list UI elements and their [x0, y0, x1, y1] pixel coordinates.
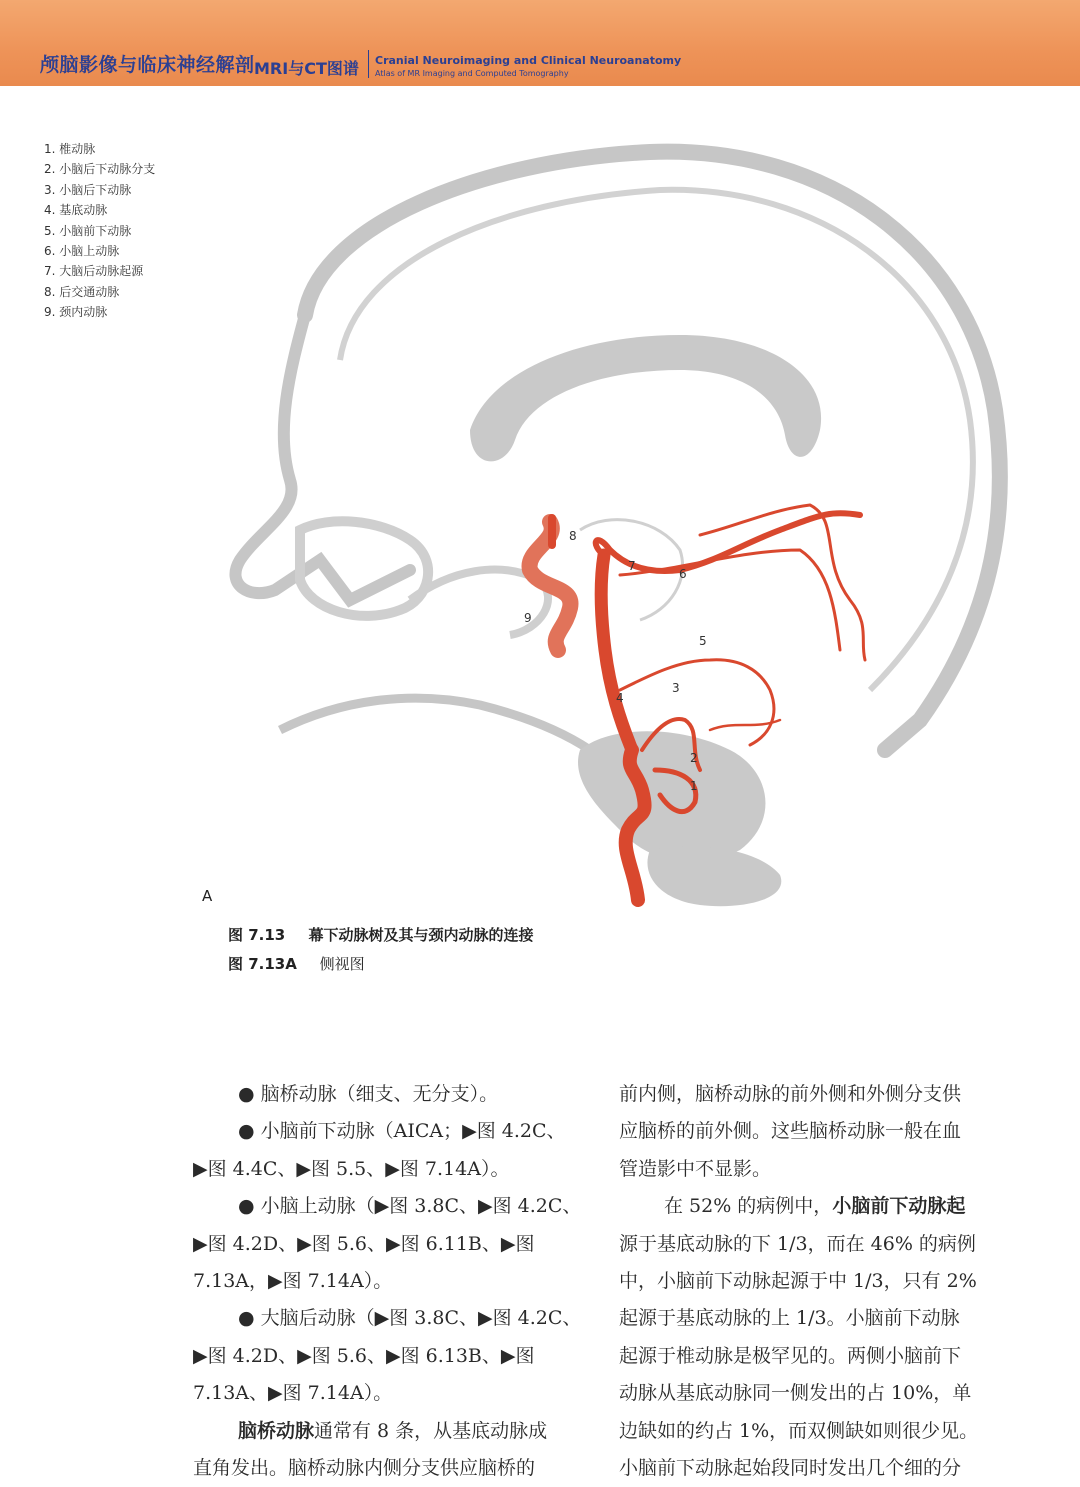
legend-item: 4. 基底动脉 [44, 203, 108, 218]
text-line: 动脉从基底动脉同一侧发出的占 10%，单 [619, 1382, 972, 1405]
text-line: 起源于椎动脉是极罕见的。两侧小脑前下 [619, 1344, 962, 1367]
text-line: ● 大脑后动脉（▶图 3.8C、▶图 4.2C、 [238, 1307, 582, 1330]
marker-6: 6 [679, 567, 687, 581]
legend-item: 5. 小脑前下动脉 [44, 223, 132, 238]
legend-item: 9. 颈内动脉 [44, 305, 108, 320]
text-line: 直角发出。脑桥动脉内侧分支供应脑桥的 [193, 1456, 536, 1479]
panel-label: A [202, 887, 213, 905]
subfigure-title: 侧视图 [319, 955, 365, 973]
bold-term: 脑桥动脉 [238, 1419, 315, 1442]
body-column-left [193, 1076, 593, 1487]
marker-9: 9 [524, 611, 532, 625]
text-line: 7.13A，▶图 7.14A）。 [193, 1269, 393, 1292]
text-line: ▶图 4.2D、▶图 5.6、▶图 6.13B、▶图 [193, 1344, 535, 1367]
marker-3: 3 [672, 681, 680, 695]
book-title-mri: MRI与CT图谱 [254, 59, 359, 78]
text-line: 中，小脑前下动脉起源于中 1/3，只有 2% [619, 1269, 977, 1292]
cortex-outline [340, 190, 973, 690]
legend-item: 3. 小脑后下动脉 [44, 182, 132, 197]
figure-caption [228, 924, 533, 945]
text-line: 前内侧，脑桥动脉的前外侧和外侧分支供 [619, 1083, 962, 1105]
bold-term: 小脑前下动脉起 [832, 1195, 966, 1218]
legend-item: 6. 小脑上动脉 [44, 244, 120, 259]
marker-8: 8 [569, 529, 577, 543]
text-line: 管造影中不显影。 [619, 1157, 772, 1180]
text-line: ● 小脑前下动脉（AICA；▶图 4.2C、 [238, 1120, 566, 1143]
subfigure-number: 图 7.13A [228, 955, 297, 973]
marker-5: 5 [699, 634, 707, 648]
basilar-artery [601, 555, 632, 750]
text-line [193, 1413, 593, 1450]
text-line: 边缺如的约占 1%，而双侧缺如则很少见。 [619, 1419, 979, 1442]
text-line: 起源于基底动脉的上 1/3。小脑前下动脉 [619, 1307, 960, 1330]
figure-title: 幕下动脉树及其与颈内动脉的连接 [308, 926, 534, 944]
figure-number: 图 7.13 [228, 926, 286, 944]
text-line: ● 脑桥动脉（细支、无分支）。 [238, 1083, 499, 1105]
header-divider [368, 50, 369, 78]
brain-artery-illustration [180, 130, 1040, 910]
text-line [619, 1188, 1019, 1225]
body-column-right [619, 1076, 1019, 1487]
marker-7: 7 [628, 559, 636, 573]
lower-cerebellum [647, 846, 781, 906]
cerebellum [578, 731, 765, 861]
subfigure-caption [228, 953, 365, 974]
text-line: ● 小脑上动脉（▶图 3.8C、▶图 4.2C、 [238, 1195, 582, 1218]
text-line: ▶图 4.2D、▶图 5.6、▶图 6.11B、▶图 [193, 1232, 535, 1255]
legend-item: 2. 小脑后下动脉分支 [44, 162, 156, 177]
skull-base [280, 698, 590, 750]
book-subtitle-en: Atlas of MR Imaging and Computed Tomography [375, 69, 569, 78]
text-run: 在 52% 的病例中， [664, 1195, 833, 1218]
legend-item: 7. 大脑后动脉起源 [44, 264, 144, 279]
marker-1: 1 [690, 779, 698, 793]
text-run: 通常有 8 条，从基底动脉成 [314, 1419, 548, 1442]
legend-item: 8. 后交通动脉 [44, 284, 120, 299]
page-header [0, 0, 1080, 86]
figure-legend [44, 139, 155, 323]
marker-4: 4 [616, 691, 624, 705]
frontal-bone [235, 315, 410, 600]
text-line: 应脑桥的前外侧。这些脑桥动脉一般在血 [619, 1120, 962, 1143]
corpus-callosum [470, 335, 821, 461]
text-line: 小脑前下动脉起始段同时发出几个细的分 [619, 1456, 962, 1479]
book-title-cn: 颅脑影像与临床神经解剖 [40, 54, 255, 76]
text-line: 7.13A、▶图 7.14A）。 [193, 1382, 393, 1405]
book-title-en: Cranial Neuroimaging and Clinical Neuroanatomy [375, 54, 682, 67]
text-line: 源于基底动脉的下 1/3，而在 46% 的病例 [619, 1232, 976, 1255]
marker-2: 2 [690, 751, 698, 765]
legend-item: 1. 椎动脉 [44, 142, 96, 156]
superior-cerebellar-artery [620, 550, 840, 650]
text-line: ▶图 4.4C、▶图 5.5、▶图 7.14A）。 [193, 1157, 510, 1180]
